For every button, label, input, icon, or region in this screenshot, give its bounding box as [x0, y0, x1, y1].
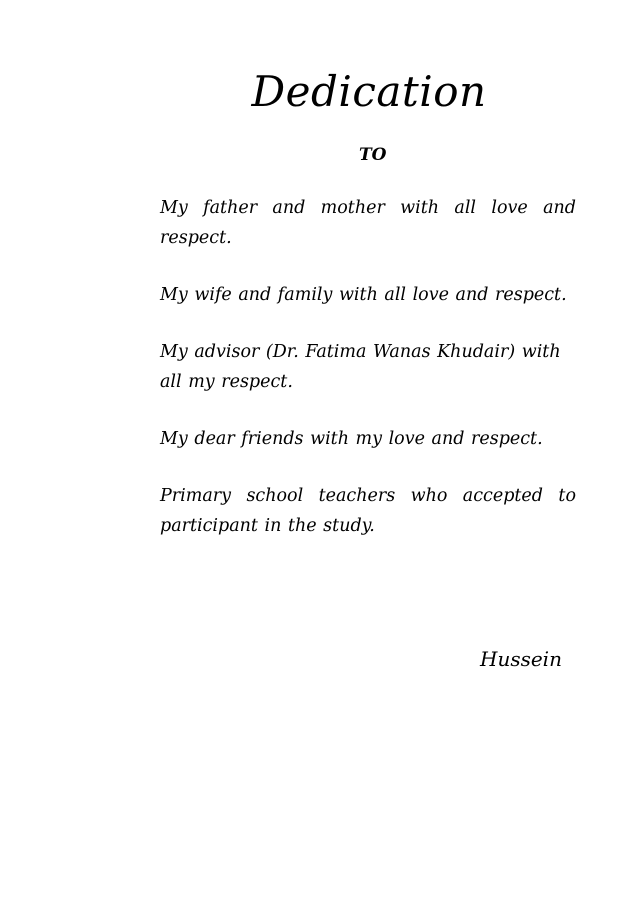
- dedication-paragraph-friends: My dear friends with my love and respect.: [160, 429, 543, 449]
- page-title: Dedication: [251, 67, 487, 116]
- signature: Hussein: [480, 647, 562, 671]
- dedication-paragraph-family: My wife and family with all love and respect.: [160, 285, 567, 305]
- dedication-to-label: TO: [359, 145, 387, 165]
- dedication-body: [160, 193, 576, 568]
- dedication-paragraph-advisor: My advisor (Dr. Fatima Wanas Khudair) with all my respect.: [160, 342, 561, 392]
- dedication-paragraph-teachers: Primary school teachers who accepted to participant in the study.: [160, 486, 576, 536]
- dedication-paragraph-parents: My father and mother with all love and respect.: [160, 198, 576, 248]
